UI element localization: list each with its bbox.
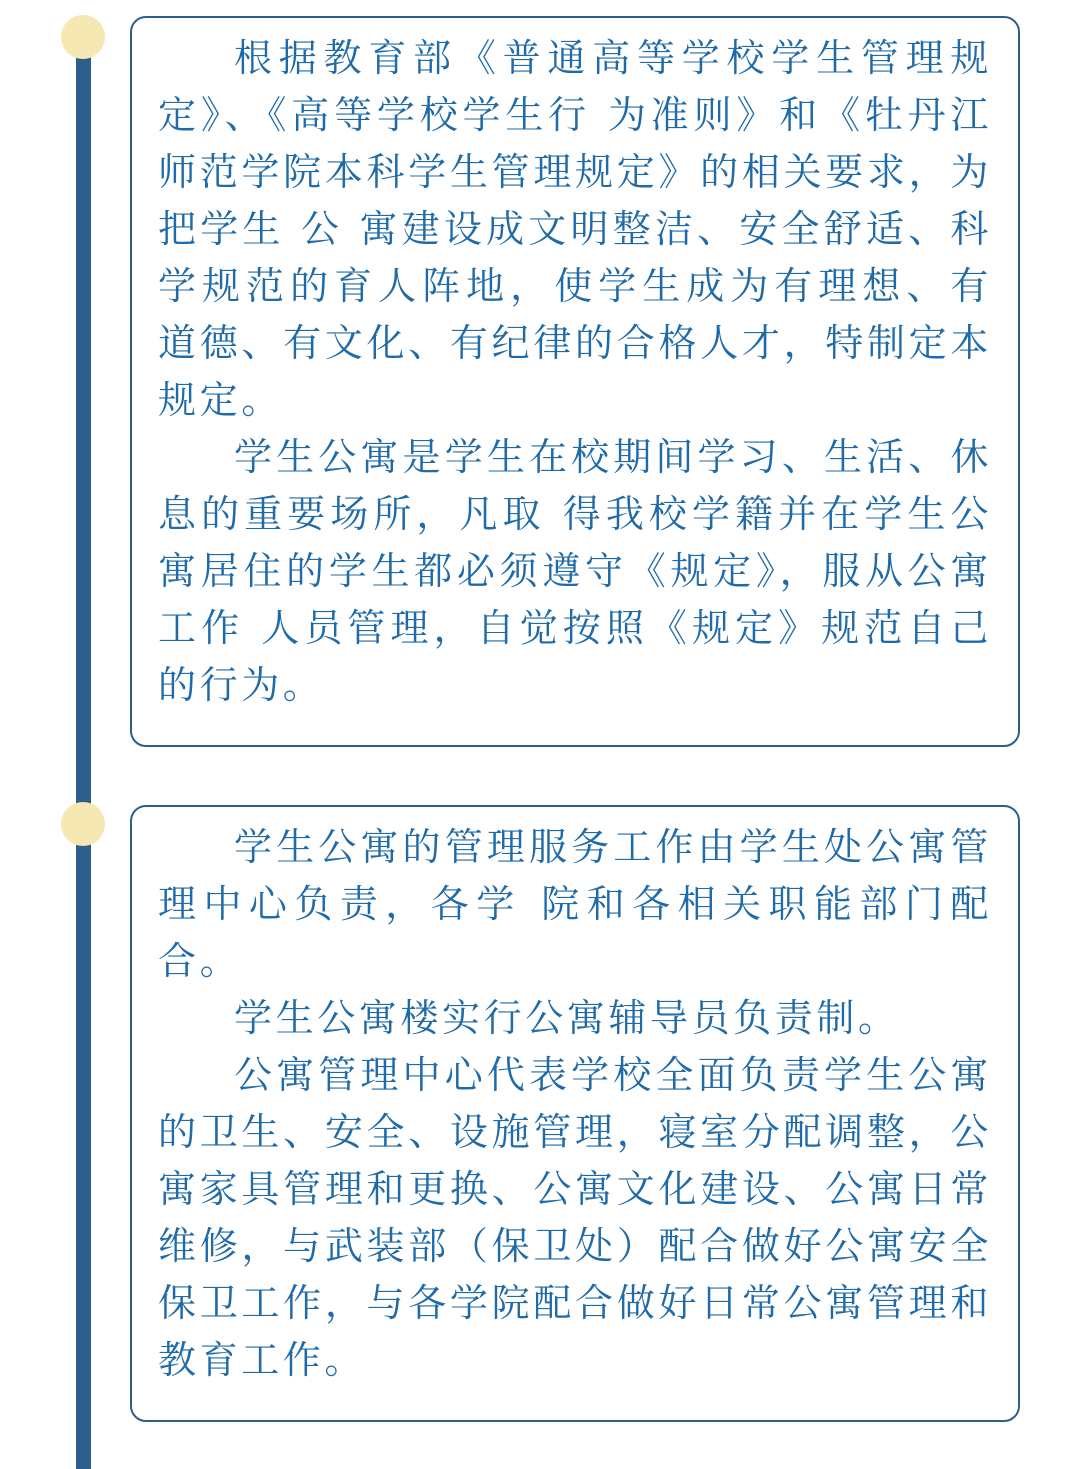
- timeline-dot-1: [61, 15, 105, 59]
- paragraph-2-2: 学生公寓楼实行公寓辅导员负责制。: [234, 996, 900, 1040]
- paragraph-1-2: 学生公寓是学生在校期间学习、生活、休息的重要场所，凡取 得我校学籍并在学生公寓居住的学生都必须遵守《规定》，服从公寓工作 人员管理，自觉按照《规定》规范自己的行为。: [158, 435, 992, 707]
- timeline-dot-2: [61, 802, 105, 846]
- timeline-bar: [76, 48, 91, 1469]
- text-card-1: [130, 16, 1020, 747]
- paragraph-2-1: 学生公寓的管理服务工作由学生处公寓管理中心负责，各学 院和各相关职能部门配合。: [158, 825, 992, 983]
- paragraph-2-3: 公寓管理中心代表学校全面负责学生公寓的卫生、安全、设施管理，寝室分配调整，公寓家具管理和更换、公寓文化建设、公寓日常维修，与武装部（保卫处）配合做好公寓安全保卫工作，与各学院配合做好日常公寓管理和教育工作。: [158, 1053, 992, 1382]
- paragraph-1-1: 根据教育部《普通高等学校学生管理规定》、《高等学校学生行 为准则》和《牡丹江师范学院本科学生管理规定》的相关要求，为把学生 公 寓建设成文明整洁、安全舒适、科学规范的育人阵地，使学生成为有理想、有 道德、有文化、有纪律的合格人才，特制定本规定。: [158, 36, 992, 422]
- text-card-2: [130, 805, 1020, 1422]
